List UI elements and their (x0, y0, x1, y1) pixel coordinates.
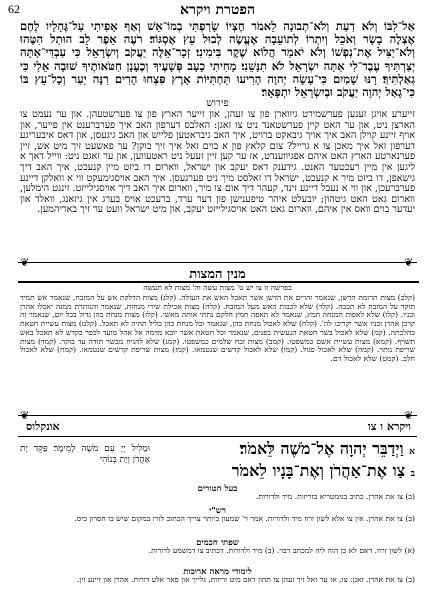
onkelos-heading: אונקלוס (26, 420, 60, 433)
header-underline (18, 436, 417, 437)
rashi-text: (ב) צו את אהרן. אין צו אלא לשון זרוז מיד ולדורות. אמר ר' שמעון ביותר צריך הכתוב לזרז במקום שיש בו חסרון כיס. (74, 514, 415, 523)
verse-1-number: א (409, 447, 415, 457)
mitzvot-list: (קלב) מצות תרומת הדשן, שנאמר והרים את הדשן אשר תאכל האש את העולה. (קלג) מצות הדלקת אש על המזבח, שנאמר אש תמיד תוקד על המזבח לא תכבה. (קלד) שלא לכבות האש מעל המזבח. (קלה) מצות אכילת שירי מנחות, שנאמר והנותרת ממנה יאכלו אהרן ובניו. (קלו) שלא לאפות המנחה חמץ, שנאמר לא תאפה חמץ חלקם נתתי אותה מאשי. (קלז) מצות מנחת כהן גדול בכל יום, שנאמר זה קרבן אהרן ובניו אשר יקריבו לה'. (קלח) שלא לאכול מנחת כהן, שנאמר וכל מנחת כהן כליל תהיה לא תאכל. (קלט) מצות עשיית חטאת כהלכתה. (קמ) שלא לאכול בשר חטאת הנעשית בפנים, שנאמר וכל חטאת אשר יובא מדמה אל אהל מועד לכפר בקדש לא תאכל באש תשרף. (קמא) מצות עשיית אשם כמשפטו. (קמב) מצות זבח שלמים כמשפטו. (קמג) שלא להניח מבשר תודה עד בוקר. (קמד) מצות שריפת נותר. (קמה) שלא לאכול פגול. (קמו) שלא לאכול קדשים שנטמאו. (קמז) מצות שריפת קדשים שנטמאו. (קמח) שלא לאכול חלב. (קמט) שלא לאכול דם. (20, 294, 415, 363)
ornament-divider (18, 262, 417, 263)
ornament-right-icon: ❦ (404, 256, 414, 269)
ornament-left-icon: ❦ (20, 409, 30, 422)
verse-2-text: צַו אֶת־אַהֲרֹן וְאֶת־בָּנָיו לֵאמֹר (231, 461, 406, 480)
onkelos-verse: וּמַלִּיל יְיָ עִם מֹשֶׁה לְמֵימָר׃ פַּקֵּד יָת אַהֲרֹן וְיָת בְּנוֹהִי (20, 444, 150, 465)
section-divider (18, 415, 417, 416)
perush-label: פירוש (206, 98, 229, 109)
haftara-hebrew-text: אַל־לִבּוֹ וְלֹא דַעַת וְלֹא־תְבוּנָה לֵאמֹר חֶצְיוֹ שָׂרַפְתִּי בְמוֹ־אֵשׁ וְאַף אָפִיתִי עַל־גֶּחָלָיו לֶחֶם אֶצְלֶה בָשָׂר וְאֹכֵל וְיִתְרוֹ לְתוֹעֵבָה אֶעֱשֶׂה לְבוּל עֵץ אֶסְגּוֹד׃ רֹעֶה אֵפֶר לֵב הוּתַל הִטָּהוּ וְלֹא־יַצִּיל אֶת־נַפְשׁוֹ וְלֹא יֹאמַר הֲלוֹא שֶׁקֶר בִּימִינִי׃ זְכָר־אֵלֶּה יַעֲקֹב וְיִשְׂרָאֵל כִּי עַבְדִּי־אָתָּה יְצַרְתִּיךָ עֶבֶד־לִי אַתָּה יִשְׂרָאֵל לֹא תִנָּשֵׁנִי׃ מָחִיתִי כָעָב פְּשָׁעֶיךָ וְכֶעָנָן חַטֹּאותֶיךָ שׁוּבָה אֵלַי כִּי גְאַלְתִּיךָ׃ רָנּוּ שָׁמַיִם כִּי־עָשָׂה יְהוָה הָרִיעוּ תַּחְתִּיּוֹת אָרֶץ פִּצְחוּ הָרִים רִנָּה יַעַר וְכָל־עֵץ בּוֹ כִּי־גָאַל יְהוָה יַעֲקֹב וּבְיִשְׂרָאֵל יִתְפָּאָר׃ (20, 19, 415, 100)
ornament-left-icon: ❦ (20, 256, 30, 269)
mitzvot-title: מנין המצות (189, 267, 246, 282)
baal-haturim-label: בעל הטורים (197, 484, 238, 494)
mitzvot-note: בפרשה זו צו יש ט' מצות עשה וה' מצות לא תעשה (143, 283, 292, 292)
haftara-title: הפטרת ויקרא (179, 2, 256, 18)
page-number: 62 (8, 2, 20, 16)
sifsei-chachamim-label: שפתי חכמים (196, 538, 239, 548)
sifsei-chachamim-text: (א) לשון זרוז. דאם לא כן הוה ליה למכתב דבר. (ב) מיד ולדורות. דכתיב צו דמשמע לדורות. (148, 546, 415, 555)
parsha-heading: ויקרא ו צו (367, 420, 411, 433)
verse-2-number: ב (410, 469, 415, 479)
baal-haturim-text: (ב) צו את אהרן. כתיב בגימטריא בזריזות. מיד ולדורות. (255, 492, 415, 501)
bottom-commentary-text: (ב) צו את אהרן. זאגן: צו, אז ער זאל זיך זעהן צו תהון דאס מיט זריזות, גלייך און פאר אלע דורות. אהרן און זיינע זין. (76, 576, 415, 584)
verse-1-text: וַיְדַבֵּר יְהוָה אֶל־מֹשֶׁה לֵּאמֹר׃ (239, 439, 404, 458)
yiddish-translation: זייערע אויגן זענען פערשמירט גיווארן פון צו זעהן, און זייער הארץ פון צו פערשטעהן. און ער נעמט צו הארצן ניט, און ער האט קיין פערשטאנד ניט צו זאגן: האלבס דערפון האב איך פערברענט אין פייער, און אויף זיינע קוילן האב איך אויך גיבאקט ברויט, איך האב גיבראטען פלייש און האב גיגעסן, און דאס איבעריגע דערפון זאל איך מאכן צו א גרייל? צום קלאץ פון א בוים זאל איך זיך בוקן? ער פאשעט זיך מיט אש, זיין פערנארטע הארץ האט איהם אפגיווענדט, אז ער קען זיין זעעל ניט ראטעווען, און ער זאגט ניט: ווייל דאך א ליגען אין מיין רעכטער האנט. גידענק דאס יעקב און ישראל, ווארום דו ביזט מיין קנעכט, איך האב דיך גישאפן, דו ביזט מיר א קנעכט, ישראל דו זאלסט מיך ניט פערגעסן. איך האב אויסגימעקט ווי א וואלקן דיינע פערברעכן, און ווי א נעבל דיינע זינד, קעהר דיך אום צו מיר, ווארום איך האב דיך אויסגילייזט. זינגט הימלען, ווארום גאט האט גיטהון; יובעלט איהר טיפענישן פון דער ערד, ברעכט אויס בערג אין גיזאנג, וואלד און יעדער בוים וואס אין איהם, ווארום גאט האט אויסגילייזט יעקב, און מיט ישראל וועט ער זיך באריהמען. (20, 110, 415, 216)
bottom-commentary-label: לימודי מראה ארוכות (183, 567, 252, 577)
rashi-label: רש"י (209, 506, 226, 516)
ornament-right-icon: ❦ (404, 409, 414, 422)
